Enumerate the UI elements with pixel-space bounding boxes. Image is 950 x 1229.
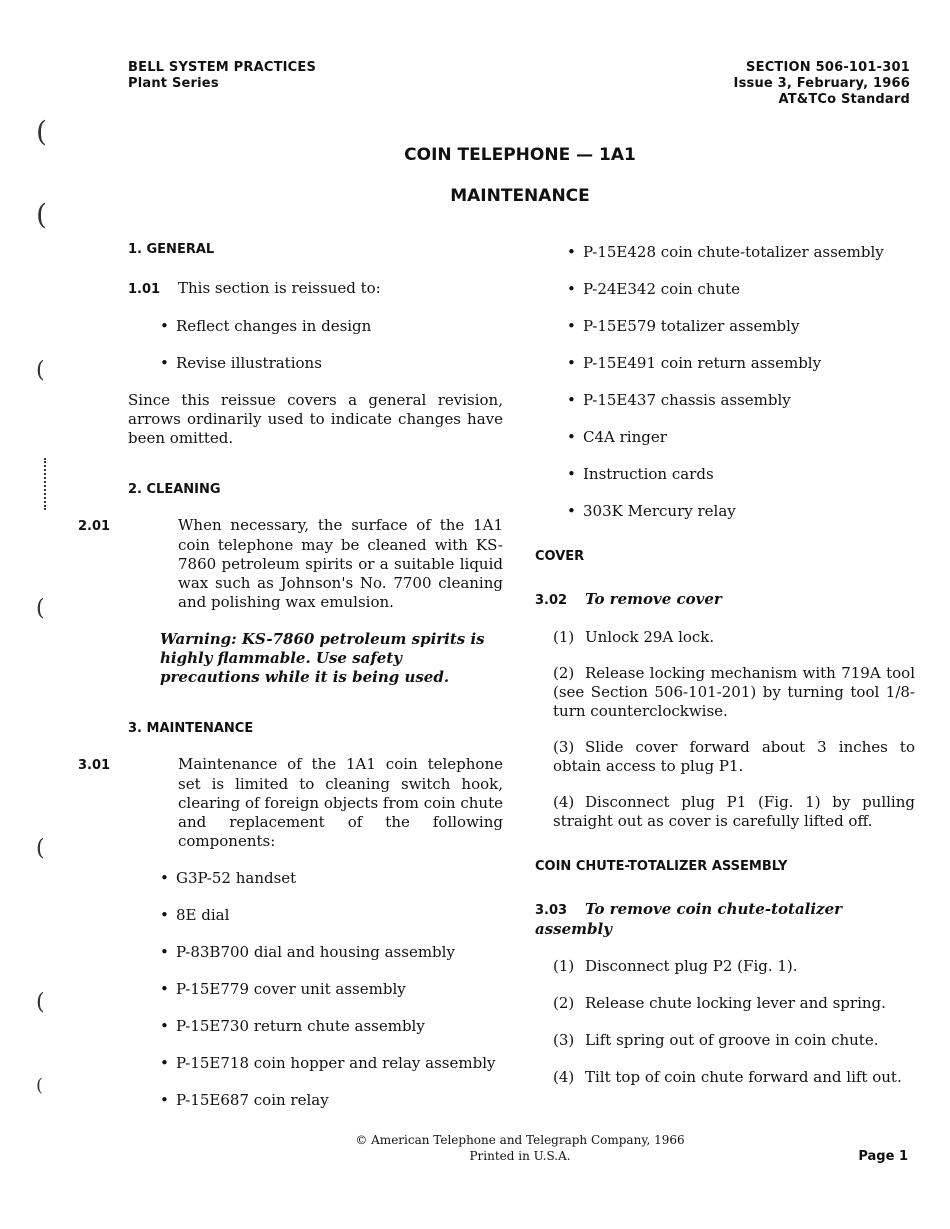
printed-location: Printed in U.S.A. [469,1149,571,1163]
publication-name: BELL SYSTEM PRACTICES [128,60,317,75]
margin-mark: ( [36,596,45,621]
step-item: (3) Slide cover forward about 3 inches to obtain access to plug P1. [553,738,915,775]
margin-mark: ( [36,358,45,383]
list-item: • P-15E437 chassis assembly [567,391,791,409]
list-item: • P-15E491 coin return assembly [567,354,822,372]
copyright-notice: © American Telephone and Telegraph Company, 1966 [355,1133,685,1147]
paragraph-number: 3.02 [535,593,568,608]
paragraph-text: Maintenance of the 1A1 coin telephone set is limited to cleaning switch hook, clearing of foreign objects from coin chute and replacement of the following components: [178,755,503,850]
list-item: • P-15E730 return chute assembly [160,1017,425,1035]
list-item: • P-15E779 cover unit assembly [160,980,406,998]
list-item: • P-24E342 coin chute [567,280,741,298]
page-subtitle: MAINTENANCE [450,186,590,206]
step-item: (1) Disconnect plug P2 (Fig. 1). [553,957,798,975]
standard-label: AT&TCo Standard [778,92,910,107]
list-item: • C4A ringer [567,428,667,446]
right-column [535,238,915,1087]
left-column [78,238,503,1110]
section-heading-general: 1. GENERAL [128,242,215,257]
component-list [128,869,503,1110]
step-item: (4) Disconnect plug P1 (Fig. 1) by pulling straight out as cover is carefully lifted off. [553,793,915,830]
section-number: SECTION 506-101-301 [746,60,910,75]
list-item: • P-83B700 dial and housing assembly [160,943,455,961]
list-item: • P-15E718 coin hopper and relay assembly [160,1054,496,1072]
paragraph-text: This section is reissued to: [178,279,381,297]
section-heading-cleaning: 2. CLEANING [128,482,221,497]
header-left [128,60,316,92]
revision-note: Since this reissue covers a general revision, arrows ordinarily used to indicate changes have been omitted. [128,391,503,447]
chute-steps [535,957,915,1087]
list-item: • Revise illustrations [160,354,322,372]
section-heading-cover: COVER [535,549,585,564]
margin-mark: ( [36,1075,44,1096]
issue-date: Issue 3, February, 1966 [733,76,910,91]
header-right [734,60,910,108]
paragraph-number: 1.01 [128,282,161,297]
step-item: (2) Release locking mechanism with 719A tool (see Section 506-101-201) by turning tool 1/8-turn counterclockwise. [553,664,915,720]
step-item: (4) Tilt top of coin chute forward and lift out. [553,1068,902,1086]
list-item: • P-15E687 coin relay [160,1091,329,1109]
step-item: (2) Release chute locking lever and spring. [553,994,886,1012]
step-item: (1) Unlock 29A lock. [553,628,715,646]
list-item: • P-15E428 coin chute-totalizer assembly [567,243,884,261]
paragraph-number: 3.03 [535,903,568,918]
paragraph-number: 2.01 [78,519,111,534]
footer-center [0,1132,950,1164]
section-heading-coin-chute: COIN CHUTE-TOTALIZER ASSEMBLY [535,859,788,874]
paragraph-1-01 [128,279,503,299]
margin-mark: ( [36,836,45,861]
margin-mark: ( [36,990,45,1015]
paragraph-subheading: To remove coin chute-totalizer assembly [535,900,843,938]
paragraph-3-03 [535,900,915,939]
step-item: (3) Lift spring out of groove in coin chute. [553,1031,879,1049]
list-item: • P-15E579 totalizer assembly [567,317,800,335]
section-heading-maintenance: 3. MAINTENANCE [128,721,254,736]
paragraph-3-01 [78,755,503,851]
paragraph-3-02 [535,590,915,610]
margin-mark: ( [36,115,47,148]
paragraph-2-01 [78,516,503,612]
paragraph-text: When necessary, the surface of the 1A1 coin telephone may be cleaned with KS-7860 petroleum spirits or a suitable liquid wax such as Johnson's No. 7700 cleaning and polishing wax emulsion. [178,516,503,611]
component-list-continued [535,243,915,521]
paragraph-subheading: To remove cover [585,590,722,608]
list-item: • 8E dial [160,906,230,924]
margin-tick [44,458,49,510]
list-item: • Instruction cards [567,465,714,483]
list-item: • G3P-52 handset [160,869,297,887]
cover-steps [535,628,915,831]
list-item: • 303K Mercury relay [567,502,736,520]
list-item: • Reflect changes in design [160,317,372,335]
warning-note: Warning: KS-7860 petroleum spirits is highly flammable. Use safety precautions while it is being used. [160,630,485,686]
margin-mark: ( [36,198,47,231]
page-title: COIN TELEPHONE — 1A1 [404,145,636,165]
paragraph-number: 3.01 [78,758,111,773]
page-number: Page 1 [858,1149,908,1164]
series-name: Plant Series [128,76,219,91]
